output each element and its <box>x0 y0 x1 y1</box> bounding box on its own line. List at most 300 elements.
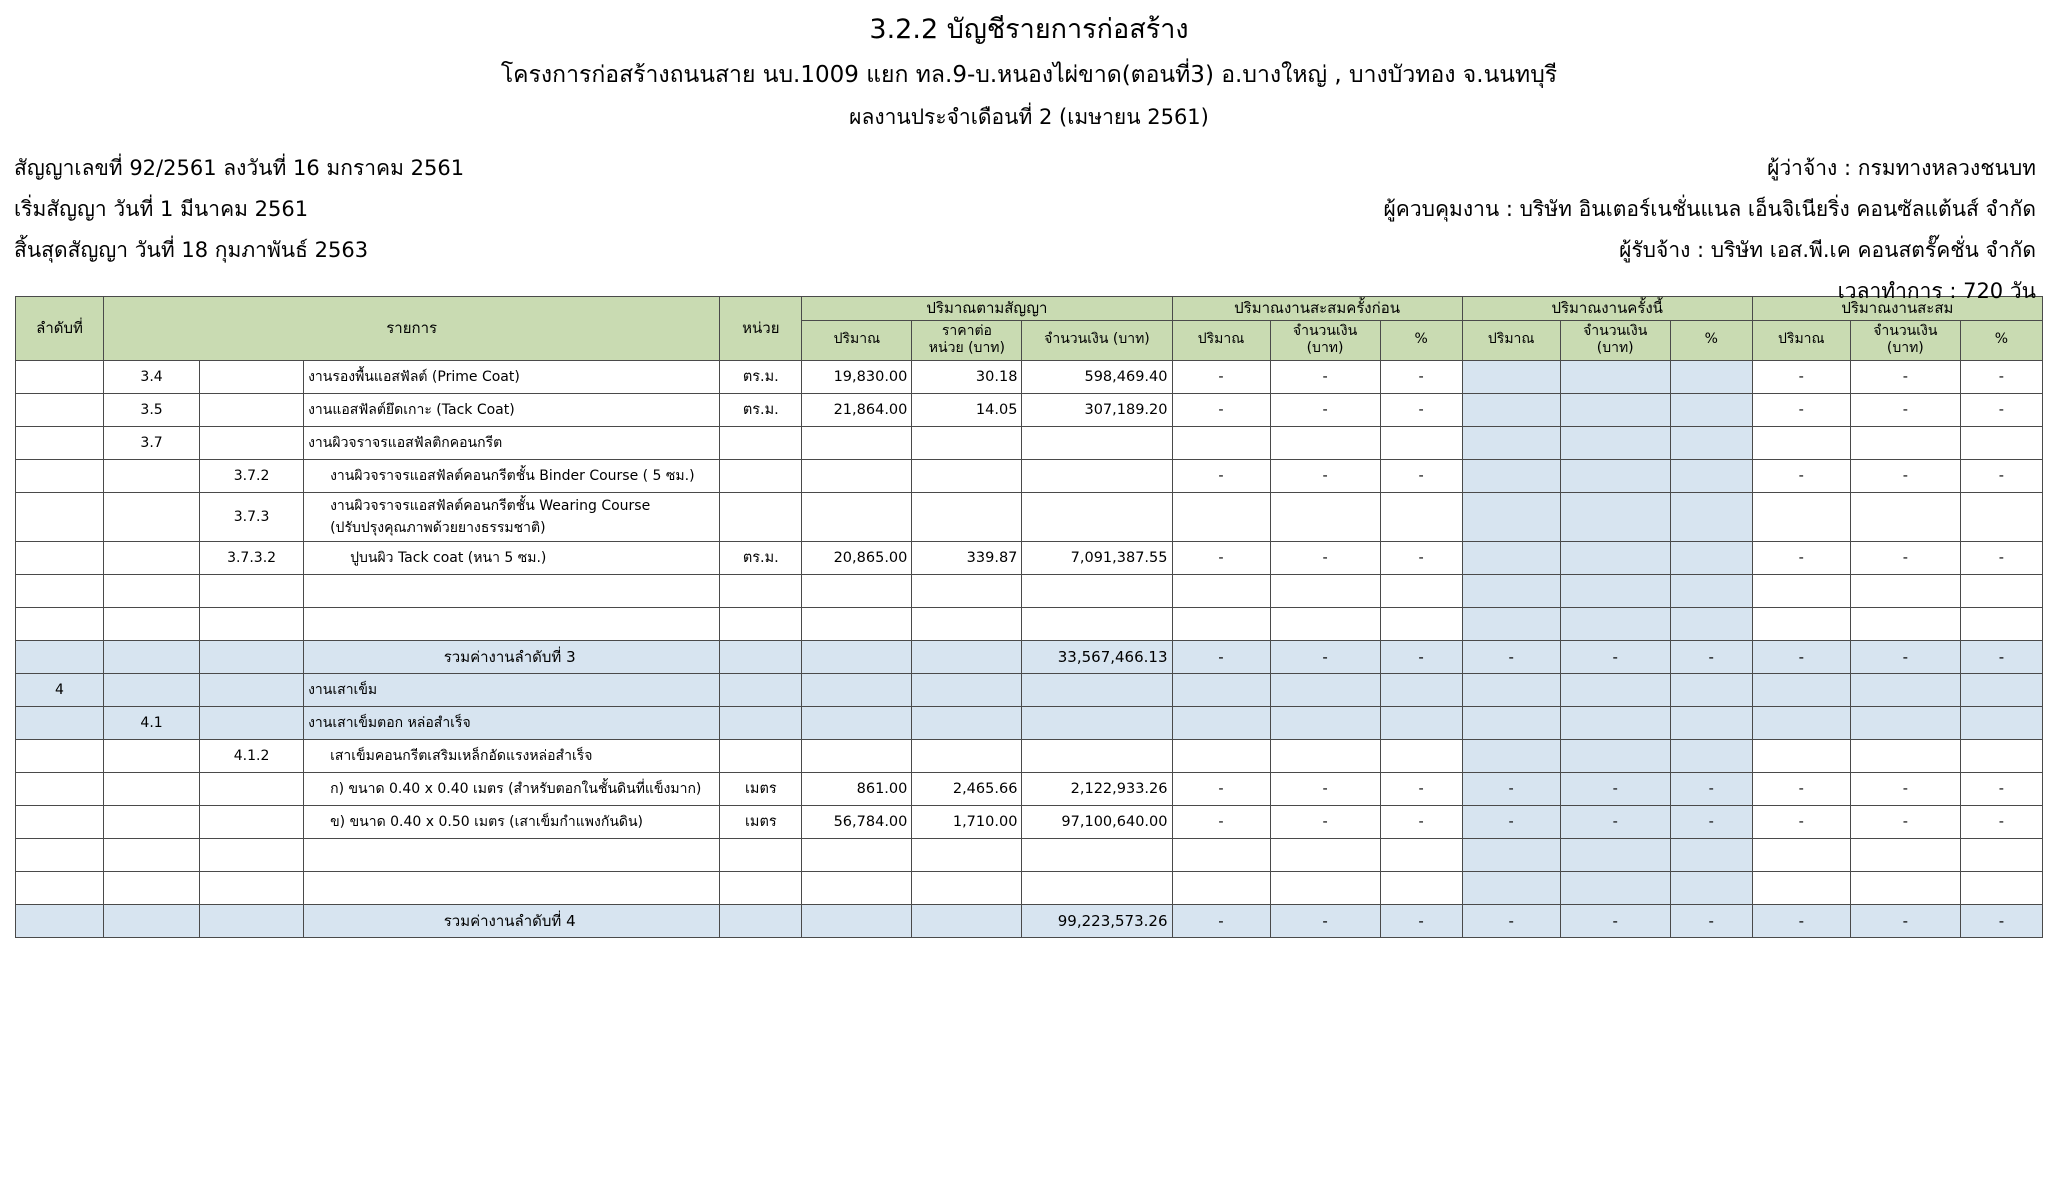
cell-unit: ตร.ม. <box>720 393 802 426</box>
cell-level3: 3.7.3.2 <box>200 541 304 574</box>
table-row <box>16 739 2043 772</box>
cell-contract-qty <box>802 673 912 706</box>
cell-this-qty <box>1462 574 1560 607</box>
boq-table <box>15 296 2043 938</box>
cell-this-qty <box>1462 459 1560 492</box>
th-this-amount-l2: (บาท) <box>1596 340 1634 357</box>
cell-prev-amount: - <box>1270 459 1380 492</box>
cell-prev-qty <box>1172 492 1270 541</box>
cell-total-amount: - <box>1850 393 1960 426</box>
cell-this-qty <box>1462 360 1560 393</box>
cell-this-qty <box>1462 871 1560 904</box>
cell-this-amount <box>1560 739 1670 772</box>
cell-prev-percent: - <box>1380 772 1462 805</box>
th-unit: หน่วย <box>720 296 802 360</box>
supervisor: ผู้ควบคุมงาน : บริษัท อินเตอร์เนชั่นแนล เอ็นจิเนียริ่ง คอนซัลแต้นส์ จำกัด <box>1383 196 2036 221</box>
cell-total-amount: - <box>1850 772 1960 805</box>
table-row <box>16 805 2043 838</box>
cell-level1 <box>16 871 104 904</box>
cell-level1 <box>16 838 104 871</box>
cell-this-percent: - <box>1670 640 1752 673</box>
cell-contract-unit-price <box>912 607 1022 640</box>
cell-level2 <box>104 838 200 871</box>
cell-this-qty <box>1462 492 1560 541</box>
cell-level2: 4.1 <box>104 706 200 739</box>
cell-this-qty <box>1462 607 1560 640</box>
cell-this-qty: - <box>1462 772 1560 805</box>
th-total-qty: ปริมาณ <box>1752 320 1850 360</box>
cell-level1 <box>16 607 104 640</box>
cell-level2 <box>104 541 200 574</box>
cell-level1 <box>16 426 104 459</box>
cell-contract-unit-price: 1,710.00 <box>912 805 1022 838</box>
th-total-amount-l1: จำนวนเงิน <box>1873 322 1938 339</box>
cell-this-percent <box>1670 574 1752 607</box>
cell-contract-amount <box>1022 871 1172 904</box>
cell-this-qty <box>1462 393 1560 426</box>
cell-total-amount: - <box>1850 904 1960 937</box>
th-unitprice-line2: หน่วย (บาท) <box>928 340 1005 357</box>
cell-contract-qty <box>802 492 912 541</box>
cell-unit <box>720 838 802 871</box>
cell-total-qty: - <box>1752 805 1850 838</box>
cell-prev-percent: - <box>1380 541 1462 574</box>
th-this-percent: % <box>1670 320 1752 360</box>
cell-prev-percent <box>1380 871 1462 904</box>
th-contract-unitprice <box>912 320 1022 360</box>
th-this-amount-l1: จำนวนเงิน <box>1583 322 1648 339</box>
cell-description: ปูบนผิว Tack coat (หนา 5 ซม.) <box>304 541 720 574</box>
cell-prev-qty <box>1172 706 1270 739</box>
cell-prev-amount <box>1270 739 1380 772</box>
th-group-prev: ปริมาณงานสะสมครั้งก่อน <box>1172 296 1462 320</box>
contract-meta-right <box>1383 148 2036 312</box>
cell-this-qty <box>1462 739 1560 772</box>
cell-description: งานเสาเข็มตอก หล่อสำเร็จ <box>304 706 720 739</box>
th-prev-qty: ปริมาณ <box>1172 320 1270 360</box>
cell-this-percent <box>1670 459 1752 492</box>
cell-this-amount <box>1560 871 1670 904</box>
cell-this-qty <box>1462 838 1560 871</box>
cell-this-percent <box>1670 541 1752 574</box>
cell-this-percent <box>1670 426 1752 459</box>
cell-description: เสาเข็มคอนกรีตเสริมเหล็กอัดแรงหล่อสำเร็จ <box>304 739 720 772</box>
cell-description: งานผิวจราจรแอสฟัลติกคอนกรีต <box>304 426 720 459</box>
cell-description: งานผิวจราจรแอสฟัลต์คอนกรีตชั้น Wearing Course (ปรับปรุงคุณภาพด้วยยางธรรมชาติ) <box>304 492 720 541</box>
cell-level1 <box>16 541 104 574</box>
cell-contract-qty <box>802 426 912 459</box>
th-total-percent: % <box>1960 320 2042 360</box>
cell-prev-qty: - <box>1172 459 1270 492</box>
th-group-contract: ปริมาณตามสัญญา <box>802 296 1172 320</box>
contract-end: สิ้นสุดสัญญา วันที่ 18 กุมภาพันธ์ 2563 <box>14 237 369 262</box>
cell-contract-qty: 56,784.00 <box>802 805 912 838</box>
cell-level3 <box>200 805 304 838</box>
cell-contract-unit-price <box>912 492 1022 541</box>
table-row <box>16 607 2043 640</box>
cell-this-amount: - <box>1560 772 1670 805</box>
cell-this-amount <box>1560 426 1670 459</box>
cell-total-amount: - <box>1850 541 1960 574</box>
cell-this-percent <box>1670 706 1752 739</box>
cell-prev-amount: - <box>1270 541 1380 574</box>
cell-prev-qty: - <box>1172 640 1270 673</box>
cell-level1 <box>16 739 104 772</box>
cell-prev-percent <box>1380 739 1462 772</box>
cell-total-percent: - <box>1960 393 2042 426</box>
cell-level1 <box>16 904 104 937</box>
contract-number: สัญญาเลขที่ 92/2561 ลงวันที่ 16 มกราคม 2561 <box>14 155 465 180</box>
cell-prev-amount: - <box>1270 640 1380 673</box>
cell-total-amount <box>1850 706 1960 739</box>
cell-this-amount <box>1560 459 1670 492</box>
cell-this-percent: - <box>1670 904 1752 937</box>
table-row <box>16 459 2043 492</box>
cell-level3 <box>200 772 304 805</box>
cell-prev-amount: - <box>1270 360 1380 393</box>
contractor: ผู้รับจ้าง : บริษัท เอส.พี.เค คอนสตรั๊คชั่น จำกัด <box>1619 237 2036 262</box>
cell-this-amount <box>1560 492 1670 541</box>
cell-this-percent <box>1670 673 1752 706</box>
cell-contract-amount: 307,189.20 <box>1022 393 1172 426</box>
table-row <box>16 871 2043 904</box>
cell-this-qty: - <box>1462 805 1560 838</box>
cell-unit <box>720 492 802 541</box>
cell-contract-unit-price <box>912 739 1022 772</box>
cell-unit: ตร.ม. <box>720 360 802 393</box>
cell-level1 <box>16 393 104 426</box>
cell-level3 <box>200 871 304 904</box>
cell-this-amount: - <box>1560 640 1670 673</box>
cell-total-amount: - <box>1850 640 1960 673</box>
cell-unit <box>720 607 802 640</box>
cell-prev-qty <box>1172 739 1270 772</box>
cell-contract-unit-price <box>912 574 1022 607</box>
cell-contract-qty <box>802 838 912 871</box>
cell-prev-amount <box>1270 607 1380 640</box>
cell-unit: เมตร <box>720 772 802 805</box>
cell-this-qty: - <box>1462 640 1560 673</box>
cell-prev-qty <box>1172 871 1270 904</box>
cell-level3 <box>200 393 304 426</box>
cell-level2 <box>104 607 200 640</box>
cell-total-qty: - <box>1752 772 1850 805</box>
cell-description: งานรองพื้นแอสฟัลต์ (Prime Coat) <box>304 360 720 393</box>
working-days: เวลาทำการ : 720 วัน <box>1837 278 2036 303</box>
cell-contract-amount: 7,091,387.55 <box>1022 541 1172 574</box>
cell-level2 <box>104 904 200 937</box>
cell-prev-amount <box>1270 838 1380 871</box>
table-row <box>16 426 2043 459</box>
table-row <box>16 574 2043 607</box>
cell-contract-amount: 97,100,640.00 <box>1022 805 1172 838</box>
cell-contract-qty <box>802 706 912 739</box>
cell-total-amount: - <box>1850 459 1960 492</box>
cell-level2: 3.5 <box>104 393 200 426</box>
cell-this-qty <box>1462 426 1560 459</box>
th-prev-amount-l1: จำนวนเงิน <box>1292 322 1358 339</box>
cell-total-amount <box>1850 607 1960 640</box>
cell-total-percent: - <box>1960 772 2042 805</box>
cell-total-percent <box>1960 739 2042 772</box>
cell-contract-unit-price: 339.87 <box>912 541 1022 574</box>
contract-meta-left <box>14 148 464 271</box>
th-unitprice-line1: ราคาต่อ <box>941 322 992 339</box>
th-group-this: ปริมาณงานครั้งนี้ <box>1462 296 1752 320</box>
cell-total-percent: - <box>1960 459 2042 492</box>
cell-prev-qty: - <box>1172 904 1270 937</box>
cell-contract-amount <box>1022 739 1172 772</box>
cell-level3 <box>200 607 304 640</box>
cell-contract-amount: 598,469.40 <box>1022 360 1172 393</box>
cell-total-percent <box>1960 871 2042 904</box>
cell-this-amount <box>1560 607 1670 640</box>
cell-contract-qty: 20,865.00 <box>802 541 912 574</box>
cell-prev-qty: - <box>1172 541 1270 574</box>
cell-level3 <box>200 838 304 871</box>
cell-unit <box>720 426 802 459</box>
cell-description: รวมค่างานลำดับที่ 3 <box>304 640 720 673</box>
cell-contract-qty <box>802 871 912 904</box>
cell-total-qty: - <box>1752 640 1850 673</box>
cell-level2 <box>104 574 200 607</box>
cell-prev-qty <box>1172 426 1270 459</box>
cell-total-qty <box>1752 574 1850 607</box>
cell-unit <box>720 739 802 772</box>
cell-unit <box>720 706 802 739</box>
cell-unit <box>720 871 802 904</box>
cell-contract-amount <box>1022 492 1172 541</box>
table-row <box>16 673 2043 706</box>
cell-total-percent: - <box>1960 541 2042 574</box>
cell-level1 <box>16 459 104 492</box>
cell-prev-percent <box>1380 426 1462 459</box>
cell-prev-percent <box>1380 607 1462 640</box>
cell-level3 <box>200 360 304 393</box>
cell-description <box>304 871 720 904</box>
cell-level3 <box>200 426 304 459</box>
cell-prev-percent <box>1380 492 1462 541</box>
cell-contract-qty <box>802 739 912 772</box>
cell-level2 <box>104 640 200 673</box>
cell-level3: 3.7.3 <box>200 492 304 541</box>
cell-unit: ตร.ม. <box>720 541 802 574</box>
cell-prev-qty <box>1172 838 1270 871</box>
cell-description: งานแอสฟัลต์ยึดเกาะ (Tack Coat) <box>304 393 720 426</box>
cell-level2: 3.7 <box>104 426 200 459</box>
cell-prev-qty: - <box>1172 393 1270 426</box>
cell-contract-unit-price: 2,465.66 <box>912 772 1022 805</box>
cell-level1: 4 <box>16 673 104 706</box>
th-this-amount <box>1560 320 1670 360</box>
cell-description <box>304 838 720 871</box>
cell-level1 <box>16 574 104 607</box>
cell-this-amount: - <box>1560 805 1670 838</box>
cell-total-qty <box>1752 607 1850 640</box>
th-no: ลำดับที่ <box>16 296 104 360</box>
cell-level3: 4.1.2 <box>200 739 304 772</box>
cell-total-qty <box>1752 673 1850 706</box>
th-contract-qty: ปริมาณ <box>802 320 912 360</box>
cell-unit <box>720 459 802 492</box>
table-row <box>16 904 2043 937</box>
cell-prev-amount <box>1270 574 1380 607</box>
cell-total-qty: - <box>1752 904 1850 937</box>
cell-total-percent <box>1960 838 2042 871</box>
cell-level3 <box>200 673 304 706</box>
cell-contract-unit-price <box>912 904 1022 937</box>
cell-this-percent: - <box>1670 772 1752 805</box>
cell-prev-percent: - <box>1380 459 1462 492</box>
cell-description: ก) ขนาด 0.40 x 0.40 เมตร (สำหรับตอกในชั้นดินที่แข็งมาก) <box>304 772 720 805</box>
cell-total-amount <box>1850 426 1960 459</box>
cell-contract-unit-price <box>912 640 1022 673</box>
cell-total-amount <box>1850 838 1960 871</box>
cell-contract-amount <box>1022 574 1172 607</box>
th-total-amount <box>1850 320 1960 360</box>
cell-level3 <box>200 574 304 607</box>
cell-this-percent <box>1670 739 1752 772</box>
cell-prev-percent <box>1380 574 1462 607</box>
cell-contract-qty: 19,830.00 <box>802 360 912 393</box>
cell-this-qty <box>1462 541 1560 574</box>
cell-total-qty: - <box>1752 393 1850 426</box>
cell-prev-amount <box>1270 673 1380 706</box>
table-row <box>16 772 2043 805</box>
cell-total-qty: - <box>1752 360 1850 393</box>
cell-level3: 3.7.2 <box>200 459 304 492</box>
report-period: ผลงานประจำเดือนที่ 2 (เมษายน 2561) <box>849 105 1209 130</box>
th-item: รายการ <box>104 296 720 360</box>
cell-prev-qty <box>1172 607 1270 640</box>
cell-this-qty <box>1462 706 1560 739</box>
cell-total-percent <box>1960 706 2042 739</box>
cell-level3 <box>200 706 304 739</box>
cell-total-qty <box>1752 739 1850 772</box>
contract-meta <box>0 148 2058 303</box>
table-row <box>16 360 2043 393</box>
cell-description: งานเสาเข็ม <box>304 673 720 706</box>
cell-total-amount <box>1850 673 1960 706</box>
cell-prev-percent <box>1380 838 1462 871</box>
cell-prev-qty: - <box>1172 772 1270 805</box>
cell-total-amount <box>1850 871 1960 904</box>
cell-contract-unit-price <box>912 459 1022 492</box>
cell-this-amount <box>1560 541 1670 574</box>
cell-total-qty: - <box>1752 459 1850 492</box>
cell-prev-percent: - <box>1380 393 1462 426</box>
cell-prev-amount: - <box>1270 393 1380 426</box>
th-contract-amount: จำนวนเงิน (บาท) <box>1022 320 1172 360</box>
cell-prev-amount <box>1270 426 1380 459</box>
table-row <box>16 492 2043 541</box>
cell-total-qty <box>1752 706 1850 739</box>
cell-level1 <box>16 360 104 393</box>
cell-total-amount <box>1850 574 1960 607</box>
cell-level1 <box>16 640 104 673</box>
cell-prev-qty <box>1172 574 1270 607</box>
cell-contract-amount <box>1022 607 1172 640</box>
cell-this-amount <box>1560 838 1670 871</box>
cell-contract-qty <box>802 607 912 640</box>
cell-prev-qty: - <box>1172 805 1270 838</box>
th-prev-amount-l2: (บาท) <box>1306 340 1344 357</box>
cell-prev-qty: - <box>1172 360 1270 393</box>
table-row <box>16 838 2043 871</box>
cell-description: ข) ขนาด 0.40 x 0.50 เมตร (เสาเข็มกำแพงกันดิน) <box>304 805 720 838</box>
cell-total-percent <box>1960 426 2042 459</box>
cell-contract-unit-price <box>912 426 1022 459</box>
cell-level2 <box>104 805 200 838</box>
cell-total-percent <box>1960 492 2042 541</box>
cell-total-qty <box>1752 838 1850 871</box>
table-body <box>16 360 2043 937</box>
cell-prev-percent <box>1380 673 1462 706</box>
cell-this-percent <box>1670 871 1752 904</box>
cell-total-percent <box>1960 607 2042 640</box>
cell-total-qty: - <box>1752 541 1850 574</box>
cell-total-percent: - <box>1960 904 2042 937</box>
cell-prev-amount <box>1270 492 1380 541</box>
cell-contract-amount <box>1022 673 1172 706</box>
cell-contract-unit-price <box>912 838 1022 871</box>
table-row <box>16 541 2043 574</box>
cell-total-percent: - <box>1960 640 2042 673</box>
cell-contract-amount: 33,567,466.13 <box>1022 640 1172 673</box>
cell-prev-qty <box>1172 673 1270 706</box>
cell-this-amount <box>1560 393 1670 426</box>
cell-level3 <box>200 640 304 673</box>
cell-this-percent <box>1670 607 1752 640</box>
cell-this-amount <box>1560 706 1670 739</box>
cell-contract-unit-price: 14.05 <box>912 393 1022 426</box>
cell-total-percent: - <box>1960 360 2042 393</box>
cell-this-percent <box>1670 492 1752 541</box>
cell-this-qty <box>1462 673 1560 706</box>
cell-total-amount <box>1850 739 1960 772</box>
table-row <box>16 640 2043 673</box>
cell-contract-qty: 21,864.00 <box>802 393 912 426</box>
cell-total-percent <box>1960 574 2042 607</box>
cell-level2 <box>104 871 200 904</box>
cell-description <box>304 574 720 607</box>
cell-unit <box>720 904 802 937</box>
cell-unit <box>720 574 802 607</box>
cell-contract-amount <box>1022 706 1172 739</box>
cell-prev-amount: - <box>1270 772 1380 805</box>
cell-this-amount <box>1560 574 1670 607</box>
cell-description: รวมค่างานลำดับที่ 4 <box>304 904 720 937</box>
cell-level2 <box>104 492 200 541</box>
cell-contract-unit-price <box>912 673 1022 706</box>
cell-contract-unit-price <box>912 706 1022 739</box>
cell-level1 <box>16 492 104 541</box>
cell-total-amount: - <box>1850 805 1960 838</box>
cell-prev-amount: - <box>1270 904 1380 937</box>
th-prev-amount <box>1270 320 1380 360</box>
cell-total-amount <box>1850 492 1960 541</box>
cell-contract-qty <box>802 459 912 492</box>
page-title: 3.2.2 บัญชีรายการก่อสร้าง <box>869 14 1189 45</box>
cell-this-amount: - <box>1560 904 1670 937</box>
cell-prev-percent: - <box>1380 805 1462 838</box>
cell-level1 <box>16 772 104 805</box>
cell-unit: เมตร <box>720 805 802 838</box>
cell-total-percent <box>1960 673 2042 706</box>
cell-level3 <box>200 904 304 937</box>
cell-prev-percent: - <box>1380 360 1462 393</box>
cell-level2 <box>104 772 200 805</box>
